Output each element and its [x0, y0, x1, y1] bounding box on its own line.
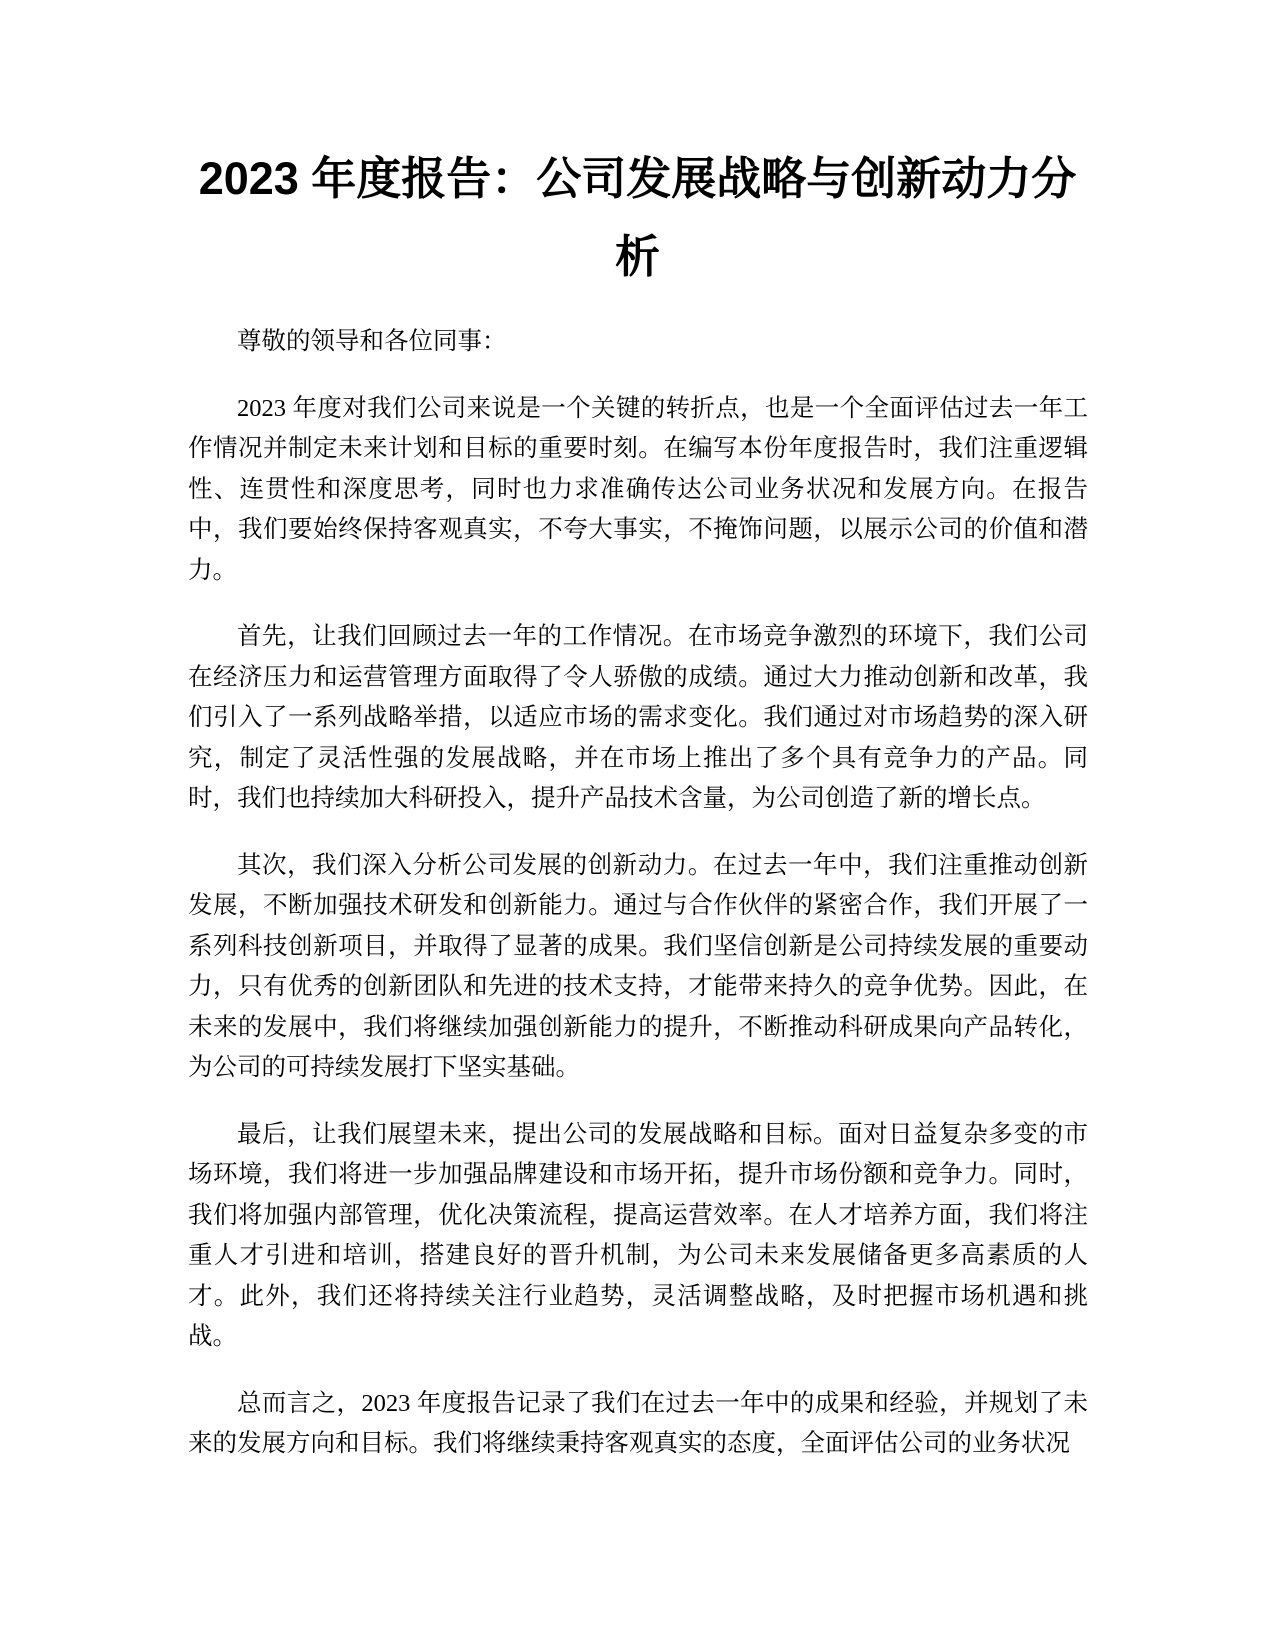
paragraph-outlook: 最后，让我们展望未来，提出公司的发展战略和目标。面对日益复杂多变的市场环境，我们将进一步加强品牌建设和市场开拓，提升市场份额和竞争力。同时，我们将加强内部管理，优化决策流程，提高运营效率。在人才培养方面，我们将注重人才引进和培训，搭建良好的晋升机制，为公司未来发展储备更多高素质的人才。此外，我们还将持续关注行业趋势，灵活调整战略，及时把握市场机遇和挑战。 — [188, 1120, 1088, 1350]
paragraph-innovation: 其次，我们深入分析公司发展的创新动力。在过去一年中，我们注重推动创新发展，不断加强技术研发和创新能力。通过与合作伙伴的紧密合作，我们开展了一系列科技创新项目，并取得了显著的成果。我们坚信创新是公司持续发展的重要动力，只有优秀的创新团队和先进的技术支持，才能带来持久的竞争优势。因此，在未来的发展中，我们将继续加强创新能力的提升，不断推动科研成果向产品转化，为公司的可持续发展打下坚实基础。 — [188, 851, 1088, 1081]
greeting: 尊敬的领导和各位同事： — [237, 328, 507, 355]
paragraph-review: 首先，让我们回顾过去一年的工作情况。在市场竞争激烈的环境下，我们公司在经济压力和运营管理方面取得了令人骄傲的成绩。通过大力推动创新和改革，我们引入了一系列战略举措，以适应市场的需求变化。我们通过对市场趋势的深入研究，制定了灵活性强的发展战略，并在市场上推出了多个具有竞争力的产品。同时，我们也持续加大科研投入，提升产品技术含量，为公司创造了新的增长点。 — [188, 623, 1088, 812]
paragraph-intro: 2023 年度对我们公司来说是一个关键的转折点，也是一个全面评估过去一年工作情况并制定未来计划和目标的重要时刻。在编写本份年度报告时，我们注重逻辑性、连贯性和深度思考，同时也力求准确传达公司业务状况和发展方向。在报告中，我们要始终保持客观真实，不夸大事实，不掩饰问题，以展示公司的价值和潜力。 — [188, 394, 1088, 584]
paragraph-summary: 总而言之，2023 年度报告记录了我们在过去一年中的成果和经验，并规划了未来的发展方向和目标。我们将继续秉持客观真实的态度，全面评估公司的业务状况 — [188, 1389, 1088, 1457]
document-body — [188, 322, 1088, 1491]
document-title: 2023 年度报告：公司发展战略与创新动力分析 — [198, 153, 1077, 282]
